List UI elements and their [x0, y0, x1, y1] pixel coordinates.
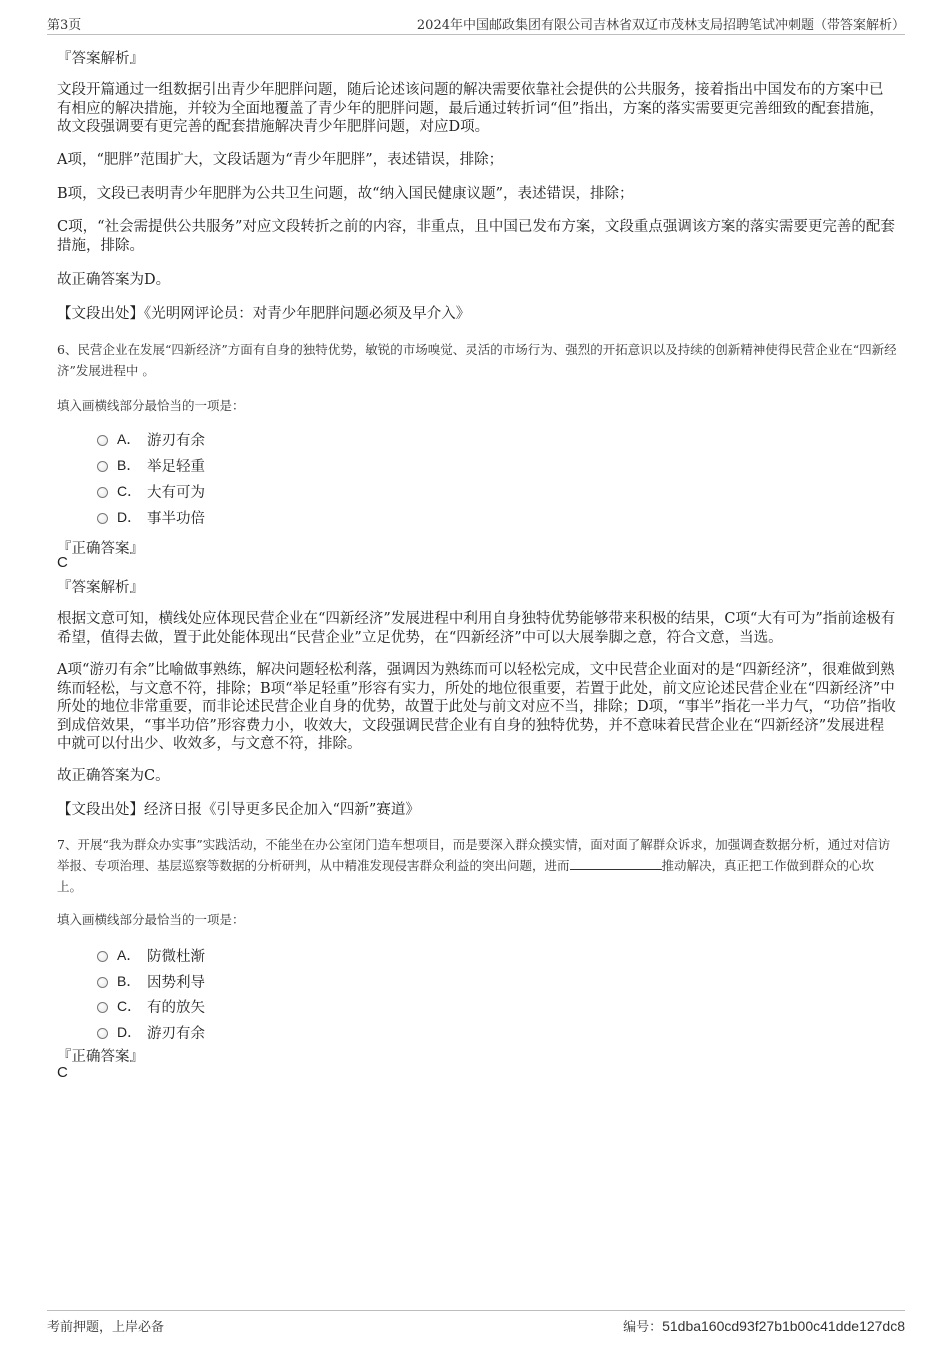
option-text: 事半功倍	[147, 510, 205, 527]
radio-icon[interactable]	[97, 435, 108, 446]
q5-source: 【文段出处】《光明网评论员：对青少年肥胖问题必须及早介入》	[57, 306, 471, 322]
option-text: 举足轻重	[147, 458, 205, 475]
q7-question-pre: 7、开展“我为群众办实事”实践活动，不能坐在办公室闭门造车想项目，而是要深入群众摸实情，面对面了解群众诉求，加强调查数据分析，通过对信访举报、专项治理、基层巡察等数据的分析研判，从中精准发现侵害群众利益的突出问题，进而	[57, 837, 891, 873]
option-letter: A．	[117, 431, 141, 447]
page-header	[47, 12, 905, 35]
q6-analysis-label: 『答案解析』	[57, 580, 144, 596]
q5-analysis-p3: B项，文段已表明青少年肥胖为公共卫生问题，故“纳入国民健康议题”，表述错误，排除；	[57, 186, 634, 202]
q6-correct-label: 『正确答案』	[57, 541, 144, 557]
q6-option-d[interactable]	[97, 507, 205, 527]
q5-analysis-p4: C项，“社会需提供公共服务”对应文段转折之前的内容，非重点，且中国已发布方案，文段重点强调该方案的落实需要更完善的配套措施，排除。	[57, 219, 895, 254]
q7-option-b[interactable]	[97, 971, 205, 991]
radio-icon[interactable]	[97, 1002, 108, 1013]
option-text: 有的放矢	[147, 999, 205, 1016]
q6-option-c[interactable]	[97, 481, 205, 501]
code-value: 51dba160cd93f27b1b00c41dde127dc8	[662, 1318, 905, 1334]
q7-correct-label: 『正确答案』	[57, 1049, 144, 1065]
option-letter: B．	[117, 973, 141, 989]
option-letter: A．	[117, 947, 141, 963]
footer-slogan: 考前押题，上岸必备	[47, 1320, 165, 1335]
option-letter: C．	[117, 483, 142, 499]
option-text: 因势利导	[147, 974, 205, 991]
document-code	[623, 1316, 905, 1335]
answer-blank	[570, 857, 662, 870]
q6-question: 6、民营企业在发展“四新经济”方面有自身的独特优势，敏锐的市场嗅觉、灵活的市场行为、强烈的开拓意识以及持续的创新精神使得民营企业在“四新经济”发展进程中 。	[57, 342, 897, 378]
option-text: 游刃有余	[147, 432, 205, 449]
option-text: 大有可为	[147, 484, 205, 501]
q6-analysis-p2: A项“游刃有余”比喻做事熟练，解决问题轻松利落，强调因为熟练而可以轻松完成，文中民营企业面对的是“四新经济”，很难做到熟练而轻松，与文意不符，排除；B项“举足轻重”形容有实力，所处的地位很重要，若置于此处，前文应论述民营企业在“四新经济”中所处的地位非常重要，而非论述民营企业自身的优势，故置于此处与前文对应不当，排除；D项，“事半”指花一半力气，“功倍”指收到成倍效果，“事半功倍”形容费力小，收效大，文段强调民营企业有自身的独特优势，并不意味着民营企业在“四新经济”发展进程中就可以付出少、收效多，与文意不符，排除。	[57, 662, 896, 752]
q6-option-b[interactable]	[97, 455, 205, 475]
radio-icon[interactable]	[97, 977, 108, 988]
q6-analysis-p3: 故正确答案为C。	[57, 768, 170, 784]
q5-analysis-label: 『答案解析』	[57, 51, 144, 67]
q5-analysis-p1: 文段开篇通过一组数据引出青少年肥胖问题，随后论述该问题的解决需要依靠社会提供的公共服务，接着指出中国发布的方案中已有相应的解决措施，并较为全面地覆盖了青少年的肥胖问题，最后通过转折词“但”指出，方案的落实需要更完善细致的配套措施，故文段强调要有更完善的配套措施解决青少年肥胖问题，对应D项。	[57, 82, 884, 135]
q7-option-d[interactable]	[97, 1022, 205, 1042]
q7-option-c[interactable]	[97, 996, 205, 1016]
q7-question-post: 推动解决，真正把工作做到群众的心坎上。	[57, 858, 875, 894]
option-text: 游刃有余	[147, 1025, 205, 1042]
document-title: 2024年中国邮政集团有限公司吉林省双辽市茂林支局招聘笔试冲刺题（带答案解析）	[416, 18, 905, 33]
q6-analysis-p1: 根据文意可知，横线处应体现民营企业在“四新经济”发展进程中利用自身独特优势能够带来积极的结果，C项“大有可为”指前途极有希望，值得去做，置于此处能体现出“民营企业”立足优势，在“四新经济”中可以大展拳脚之意，符合文意，当选。	[57, 611, 896, 646]
option-text: 防微杜渐	[147, 948, 205, 965]
q6-source: 【文段出处】经济日报《引导更多民企加入“四新”赛道》	[57, 802, 420, 818]
q6-instruction: 填入画横线部分最恰当的一项是：	[57, 398, 245, 413]
q6-option-a[interactable]	[97, 429, 205, 449]
option-letter: C．	[117, 998, 142, 1014]
q7-option-a[interactable]	[97, 945, 205, 965]
radio-icon[interactable]	[97, 951, 108, 962]
option-letter: B．	[117, 457, 141, 473]
q7-instruction: 填入画横线部分最恰当的一项是：	[57, 912, 245, 927]
radio-icon[interactable]	[97, 461, 108, 472]
q5-analysis-p5: 故正确答案为D。	[57, 272, 171, 288]
q7-question	[57, 834, 897, 897]
page-footer	[47, 1310, 905, 1335]
code-label: 编号：	[623, 1320, 663, 1335]
q5-analysis-p2: A项，“肥胖”范围扩大，文段话题为“青少年肥胖”，表述错误，排除；	[57, 152, 504, 168]
radio-icon[interactable]	[97, 513, 108, 524]
radio-icon[interactable]	[97, 1028, 108, 1039]
radio-icon[interactable]	[97, 487, 108, 498]
q6-correct-answer: C	[57, 554, 68, 571]
q7-correct-answer: C	[57, 1064, 68, 1081]
option-letter: D．	[117, 509, 142, 525]
page-number: 第3页	[47, 18, 82, 33]
option-letter: D．	[117, 1024, 142, 1040]
